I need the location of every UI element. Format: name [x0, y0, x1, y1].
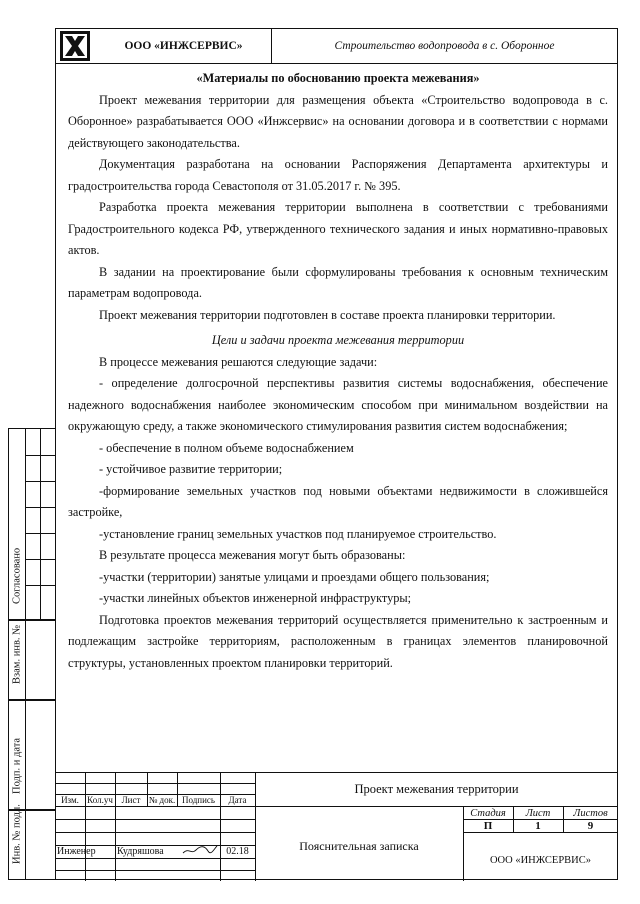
organization-name: ООО «ИНЖСЕРВИС» [489, 855, 592, 866]
paragraph: - обеспечение в полном объеме водоснабжением [99, 440, 354, 455]
sheets-label: Листов [573, 808, 608, 819]
doc-title: Проект межевания территории [354, 782, 519, 796]
side-agreed-block [8, 428, 55, 620]
sheets-value: 9 [587, 820, 594, 832]
title-block [55, 772, 618, 881]
doc-subtitle: Пояснительная записка [299, 839, 419, 853]
side-label-replace-inv: Взам. инв. № [11, 624, 23, 684]
sheet-value: 1 [535, 820, 541, 832]
paragraph: В процессе межевания решаются следующие задачи: [99, 354, 378, 369]
paragraph: - устойчивое развитие территории; [99, 462, 283, 476]
document-title: «Материалы по обоснованию проекта межевания» [196, 71, 480, 85]
sheet-label: Лист [525, 808, 551, 819]
section-subtitle: Цели и задачи проекта межевания территории [211, 333, 465, 347]
col-list: Лист [121, 795, 141, 805]
side-label-orig-inv: Инв. № подл. [11, 804, 23, 864]
role-engineer: Инженер [57, 846, 96, 857]
sign-date: 02.18 [226, 846, 249, 857]
paragraph: -установление границ земельных участков под планируемое строительство. [99, 526, 497, 541]
paragraph: -формирование земельных участков под новыми объектами недвижимости в сложившейся застройке, [68, 483, 608, 519]
paragraph: В результате процесса межевания могут быть образованы: [99, 548, 406, 562]
side-label-sign-date: Подп. и дата [11, 737, 23, 794]
stage-value: П [483, 820, 493, 832]
paragraph: - определение долгосрочной перспективы развития системы водоснабжения, обеспечение надежного водоснабжения наиболее экономическим способом при минимальном воздействии на окружающую среду, а также экономического стимулирования развития систем водоснабжения; [68, 376, 608, 433]
paragraph: Проект межевания территории подготовлен в составе проекта планировки территории. [99, 307, 556, 322]
side-label-agreed: Согласовано [11, 547, 23, 604]
document-body [68, 68, 608, 674]
page-header [55, 28, 618, 64]
engineer-name: Кудряшова [117, 846, 164, 857]
col-izm: Изм. [61, 795, 79, 805]
company-logo-icon [60, 31, 90, 61]
col-koluch: Кол.уч [87, 795, 113, 805]
paragraph: Проект межевания территории для размещения объекта «Строительство водопровода в с. Оборонное» разрабатывается ООО «Инжсервис» на основании договора и в соответствии с нормами действующего законодательства. [68, 92, 608, 150]
paragraph: -участки линейных объектов инженерной инфраструктуры; [99, 591, 412, 605]
stage-label: Стадия [470, 808, 506, 819]
paragraph: В задании на проектирование были сформулированы требования к основным техническим параметрам водопровода. [68, 264, 608, 300]
col-ndok: № док. [148, 795, 176, 805]
col-data: Дата [228, 795, 247, 805]
side-sign-date [8, 700, 55, 810]
paragraph: -участки (территории) занятые улицами и проездами общего пользования; [99, 569, 490, 584]
col-podpis: Подпись [181, 795, 216, 805]
handwritten-signature-icon [181, 843, 219, 857]
side-replace-inv [8, 620, 55, 700]
paragraph: Документация разработана на основании Распоряжения Департамента архитектуры и градостроительства города Севастополя от 31.05.2017 г. № 395. [68, 157, 608, 193]
paragraph: Подготовка проектов межевания территорий осуществляется применительно к застроенным и подлежащим застройке территориям, расположенным в границах элементов планировочной структуры, установленных проектом планировки территорий. [68, 612, 608, 670]
header-project: Строительство водопровода в с. Оборонное [334, 40, 555, 52]
paragraph: Разработка проекта межевания территории выполнена в соответствии с требованиями Градостроительного кодекса РФ, утвержденного технического задания и иных нормативно-правовых актов. [68, 200, 608, 257]
side-orig-inv [8, 804, 55, 880]
header-company: ООО «ИНЖСЕРВИС» [96, 28, 272, 64]
